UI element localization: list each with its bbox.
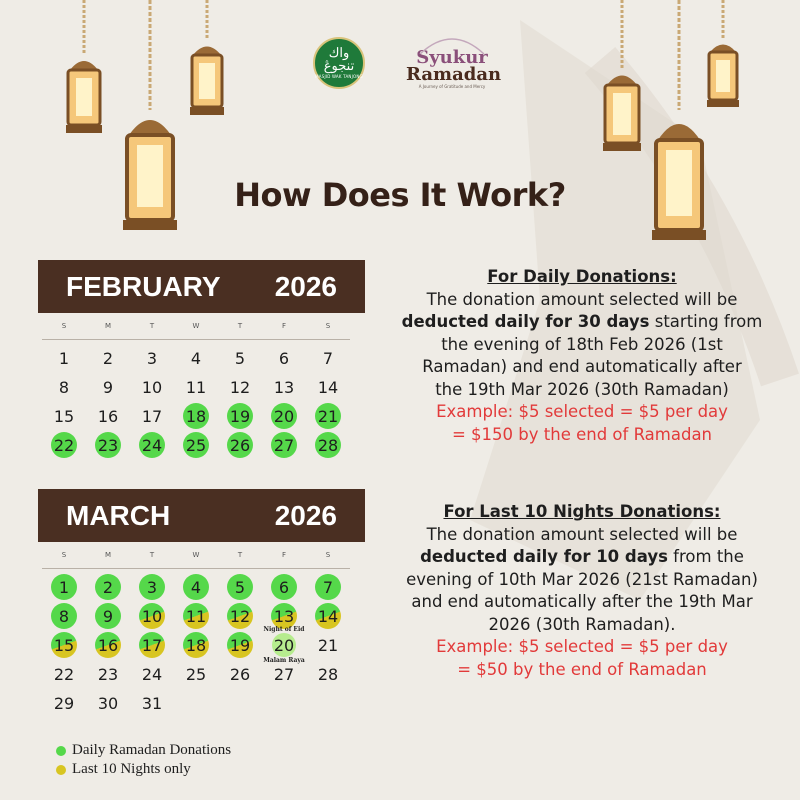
text-line: and end automatically after the 19th Mar [411, 592, 753, 611]
day-number: 27 [273, 664, 295, 684]
day-number: 2 [95, 574, 121, 600]
day-number: 6 [271, 574, 297, 600]
day-number: 24 [141, 664, 163, 684]
calendar-day [130, 604, 174, 628]
day-number: 21 [315, 403, 341, 429]
year-label: 2026 [274, 499, 337, 531]
lantern-icon [60, 0, 108, 150]
calendar-day [174, 346, 218, 370]
weekday-label: T [149, 551, 155, 559]
calendar-day [42, 433, 86, 457]
text-line [378, 311, 786, 334]
calendar-day [42, 375, 86, 399]
calendar-header [38, 489, 365, 542]
calendar-day [86, 404, 130, 428]
day-number: 22 [53, 664, 75, 684]
day-number: 7 [322, 348, 334, 368]
weekday-label: T [237, 551, 243, 559]
calendar-day [174, 404, 218, 428]
text-line: The donation amount selected will be [426, 289, 738, 309]
calendar-day [42, 691, 86, 715]
day-number: 8 [58, 377, 70, 397]
weekday-row [42, 542, 350, 569]
day-number: 8 [51, 603, 77, 629]
calendar-day [130, 375, 174, 399]
day-number: 25 [183, 432, 209, 458]
weekday-label: S [61, 551, 67, 559]
calendar-day [42, 404, 86, 428]
text-span: starting from [649, 312, 763, 331]
legend-label: Last 10 Nights only [72, 761, 191, 777]
weekday-label: S [325, 551, 331, 559]
day-number: 10 [139, 603, 165, 629]
calendar-day [218, 633, 262, 657]
calendar-day [218, 404, 262, 428]
calendar-day [218, 433, 262, 457]
day-number: 3 [146, 348, 158, 368]
day-number: 12 [229, 377, 251, 397]
calendar-day [306, 633, 350, 657]
lantern-icon [184, 0, 230, 130]
last10-donation-info [378, 501, 786, 681]
example-line: Example: $5 selected = $5 per day [436, 402, 728, 421]
calendar-day [306, 404, 350, 428]
calendar-march [38, 489, 365, 715]
calendar-day [130, 662, 174, 686]
calendar-day [42, 604, 86, 628]
text-line: Ramadan) and end automatically after [422, 357, 742, 376]
eid-note-bottom: Malam Raya [263, 657, 305, 664]
text-line: The donation amount selected will be [426, 524, 738, 544]
calendar-day [306, 346, 350, 370]
day-number: 7 [315, 574, 341, 600]
calendar-day [306, 375, 350, 399]
day-number: 28 [317, 664, 339, 684]
brand-tagline: A Journey of Gratitude and Mercy [418, 84, 486, 89]
syukur-ramadan-logo [406, 47, 502, 89]
day-number: 29 [53, 693, 75, 713]
calendar-day [174, 575, 218, 599]
calendar-day [130, 633, 174, 657]
calendar-day [42, 662, 86, 686]
text-line: evening of 10th Mar 2026 (21st Ramadan) [406, 569, 758, 589]
day-number: 17 [141, 406, 163, 426]
legend-last10 [56, 761, 191, 778]
year-label: 2026 [274, 270, 337, 302]
lantern-icon [596, 0, 648, 160]
day-number: 10 [141, 377, 163, 397]
day-number: 11 [183, 603, 209, 629]
weekday-label: M [104, 322, 112, 330]
calendar-day [42, 346, 86, 370]
day-number: 1 [58, 348, 70, 368]
calendar-header [38, 260, 365, 313]
calendar-day [86, 575, 130, 599]
green-dot-icon [56, 746, 66, 756]
day-number: 22 [51, 432, 77, 458]
calendar-day [262, 375, 306, 399]
calendar-day [130, 404, 174, 428]
text-line [378, 546, 786, 569]
calendar-day [218, 346, 262, 370]
logo-ring-text: MASJID WAK TANJONG [315, 74, 363, 79]
calendar-day [42, 633, 86, 657]
day-number: 16 [95, 632, 121, 658]
calendar-day [262, 662, 306, 686]
day-number: 9 [102, 377, 114, 397]
day-number: 18 [183, 632, 209, 658]
calendar-day [86, 633, 130, 657]
day-number: 13 [273, 377, 295, 397]
calendar-day [218, 604, 262, 628]
text-span: from the [667, 547, 744, 566]
example-line: = $50 by the end of Ramadan [457, 659, 707, 679]
calendar-day [262, 626, 306, 664]
example-line: Example: $5 selected = $5 per day [436, 637, 728, 656]
day-number: 31 [141, 693, 163, 713]
calendar-day [262, 604, 306, 628]
month-label: FEBRUARY [66, 270, 221, 302]
day-number: 11 [185, 377, 207, 397]
calendar-day [130, 691, 174, 715]
day-number: 1 [51, 574, 77, 600]
day-number: 4 [190, 348, 202, 368]
day-number: 20 [272, 633, 296, 657]
weekday-label: W [192, 551, 200, 559]
legend-daily [56, 742, 231, 759]
calendar-day [86, 604, 130, 628]
day-number: 24 [139, 432, 165, 458]
bold-text: deducted daily for 30 days [401, 312, 650, 331]
calendar-day [306, 604, 350, 628]
bold-text: deducted daily for 10 days [420, 547, 668, 566]
calendar-day [262, 346, 306, 370]
calendar-day [42, 575, 86, 599]
weekday-label: S [325, 322, 331, 330]
page-title: How Does It Work? [234, 176, 566, 214]
text-line: the evening of 18th Feb 2026 (1st [441, 334, 723, 354]
calendar-day [86, 346, 130, 370]
logo-arabic: واك تنجوڠ [323, 46, 355, 74]
calendar-day [262, 404, 306, 428]
day-number: 19 [227, 403, 253, 429]
day-number: 5 [227, 574, 253, 600]
calendar-day [174, 633, 218, 657]
calendar-day [218, 375, 262, 399]
calendar-day [218, 662, 262, 686]
calendar-day [306, 433, 350, 457]
day-number: 23 [95, 432, 121, 458]
calendar-day [306, 662, 350, 686]
calendar-day [174, 662, 218, 686]
lantern-icon [703, 0, 743, 120]
day-number: 14 [315, 603, 341, 629]
calendar-day [262, 433, 306, 457]
weekday-label: M [104, 551, 112, 559]
day-number: 16 [97, 406, 119, 426]
calendar-day [218, 575, 262, 599]
day-number: 5 [234, 348, 246, 368]
day-number: 17 [139, 632, 165, 658]
yellow-dot-icon [56, 765, 66, 775]
example-line: = $150 by the end of Ramadan [451, 424, 713, 444]
daily-donation-info [378, 266, 786, 446]
day-number: 26 [229, 664, 251, 684]
day-number: 27 [271, 432, 297, 458]
day-number: 25 [185, 664, 207, 684]
calendar-day [86, 691, 130, 715]
calendar-day [174, 375, 218, 399]
eid-note-top: Night of Eid [263, 626, 305, 633]
calendar-day [130, 433, 174, 457]
day-number: 12 [227, 603, 253, 629]
calendar-day [174, 433, 218, 457]
day-number: 30 [97, 693, 119, 713]
text-line: the 19th Mar 2026 (30th Ramadan) [435, 379, 729, 399]
day-number: 9 [95, 603, 121, 629]
mosque-logo [313, 37, 365, 89]
calendar-day [86, 375, 130, 399]
day-number: 26 [227, 432, 253, 458]
calendar-day [86, 433, 130, 457]
day-number: 28 [315, 432, 341, 458]
weekday-label: T [237, 322, 243, 330]
day-number: 2 [102, 348, 114, 368]
day-number: 6 [278, 348, 290, 368]
day-number: 23 [97, 664, 119, 684]
weekday-label: T [149, 322, 155, 330]
day-number: 19 [227, 632, 253, 658]
day-grid [42, 346, 350, 457]
brand-line1: Syukur [416, 47, 488, 68]
weekday-label: F [281, 551, 287, 559]
legend-label: Daily Ramadan Donations [72, 742, 232, 758]
weekday-label: F [281, 322, 287, 330]
weekday-row [42, 313, 350, 340]
brand-line2: Ramadan [406, 64, 502, 85]
calendar-day [262, 575, 306, 599]
month-label: MARCH [66, 499, 171, 531]
text-line: 2026 (30th Ramadan). [488, 614, 676, 634]
calendar-day [130, 346, 174, 370]
day-grid [42, 575, 350, 715]
calendar-day [306, 575, 350, 599]
calendar-day [174, 604, 218, 628]
day-number: 20 [271, 403, 297, 429]
day-number: 3 [139, 574, 165, 600]
day-number: 4 [183, 574, 209, 600]
calendar-february [38, 260, 365, 457]
day-number: 15 [51, 632, 77, 658]
day-number: 13 [271, 603, 297, 629]
day-number: 14 [317, 377, 339, 397]
calendar-day [130, 575, 174, 599]
day-number: 21 [317, 635, 339, 655]
day-number: 15 [53, 406, 75, 426]
section-heading: For Daily Donations: [487, 267, 677, 286]
calendar-day [86, 662, 130, 686]
section-heading: For Last 10 Nights Donations: [443, 502, 721, 521]
weekday-label: S [61, 322, 67, 330]
arch-icon [418, 32, 486, 54]
weekday-label: W [192, 322, 200, 330]
day-number: 18 [183, 403, 209, 429]
